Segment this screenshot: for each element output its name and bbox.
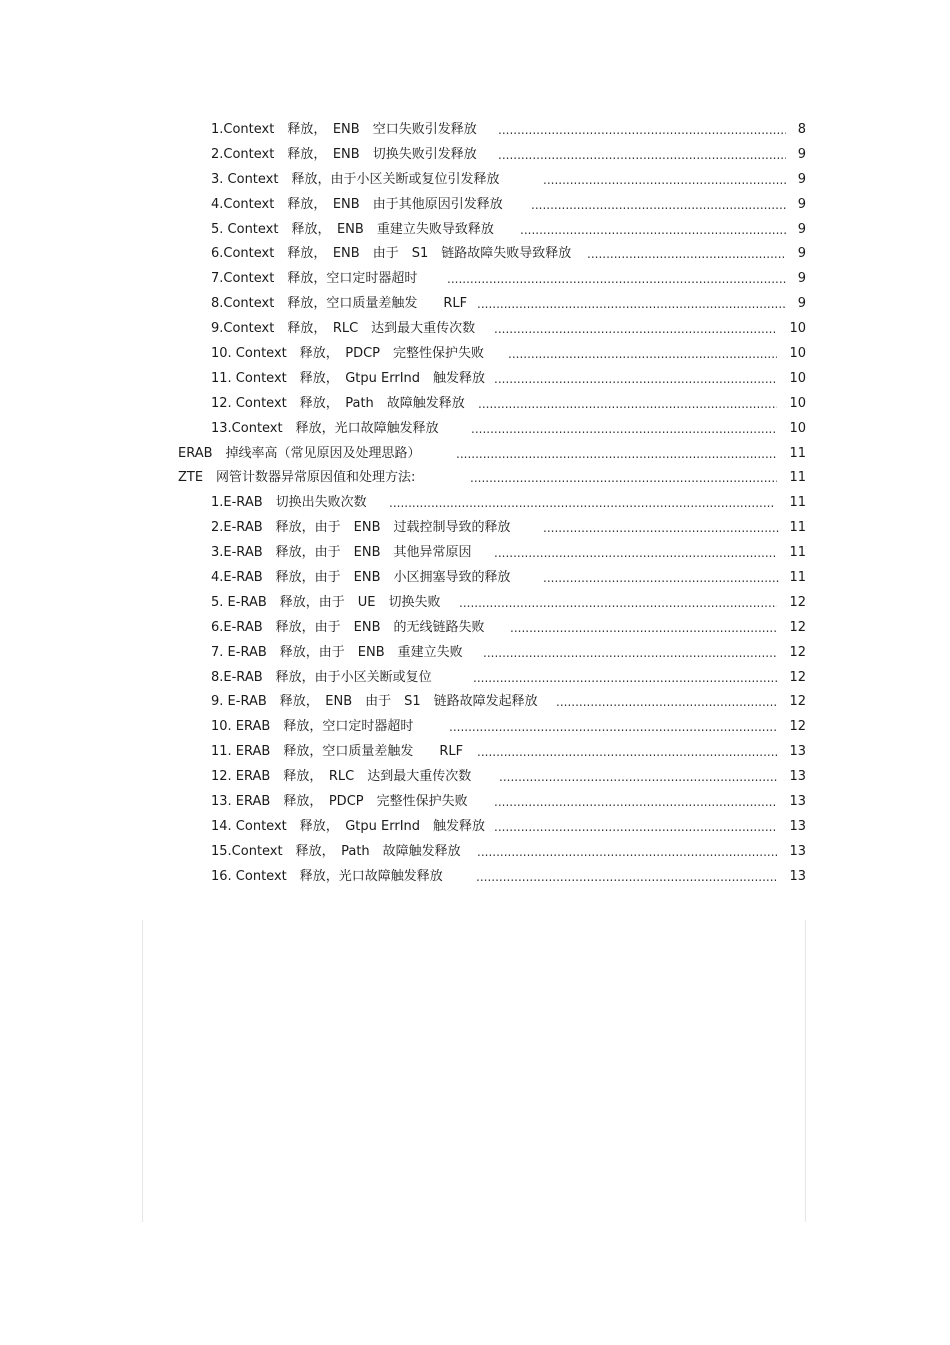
toc-leader-dots xyxy=(449,715,777,740)
toc-entry-title: 11. ERAB 释放，空口质量差触发 RLF xyxy=(211,740,463,765)
toc-entry[interactable] xyxy=(0,317,950,342)
toc-leader-dots xyxy=(543,566,779,591)
toc-entry-title: 6.Context 释放， ENB 由于 S1 链路故障失败导致释放 xyxy=(211,242,571,267)
toc-entry-page: 11 xyxy=(789,520,806,536)
toc-entry[interactable] xyxy=(0,641,950,666)
toc-leader-dots xyxy=(498,143,786,168)
toc-leader-dots xyxy=(499,765,777,790)
toc-entry[interactable] xyxy=(0,392,950,417)
toc-entry[interactable] xyxy=(0,193,950,218)
toc-entry-page: 9 xyxy=(797,171,806,187)
toc-entry[interactable] xyxy=(0,342,950,367)
toc-entry-title: 5. E-RAB 释放，由于 UE 切换失败 xyxy=(211,591,441,616)
toc-entry-title: 12. ERAB 释放， RLC 达到最大重传次数 xyxy=(211,765,471,790)
toc-entry-page: 9 xyxy=(797,246,806,262)
toc-entry[interactable] xyxy=(0,118,950,143)
toc-entry[interactable] xyxy=(0,790,950,815)
toc-entry-page: 12 xyxy=(789,669,806,685)
toc-entry[interactable] xyxy=(0,815,950,840)
toc-entry-title: 6.E-RAB 释放，由于 ENB 的无线链路失败 xyxy=(211,616,484,641)
toc-leader-dots xyxy=(447,267,786,292)
toc-leader-dots xyxy=(508,342,777,367)
toc-entry-page: 12 xyxy=(789,719,806,735)
toc-entry-title: 8.E-RAB 释放，由于小区关断或复位 xyxy=(211,666,432,691)
toc-entry-page: 9 xyxy=(797,196,806,212)
toc-leader-dots xyxy=(494,815,777,840)
toc-leader-dots xyxy=(531,193,786,218)
toc-leader-dots xyxy=(473,666,777,691)
toc-entry-title: 4.Context 释放， ENB 由于其他原因引发释放 xyxy=(211,193,503,218)
toc-leader-dots xyxy=(477,740,777,765)
toc-entry-title: 3. Context 释放，由于小区关断或复位引发释放 xyxy=(211,168,499,193)
toc-entry-title: ZTE 网管计数器异常原因值和处理方法: xyxy=(178,466,415,491)
toc-entry-title: 3.E-RAB 释放，由于 ENB 其他异常原因 xyxy=(211,541,471,566)
toc-entry[interactable] xyxy=(0,143,950,168)
toc-entry[interactable] xyxy=(0,168,950,193)
toc-entry-page: 11 xyxy=(789,495,806,511)
toc-leader-dots xyxy=(543,516,779,541)
toc-entry-page: 13 xyxy=(789,818,806,834)
toc-entry[interactable] xyxy=(0,541,950,566)
toc-entry-page: 9 xyxy=(797,271,806,287)
toc-entry-page: 13 xyxy=(789,868,806,884)
toc-entry-page: 10 xyxy=(789,321,806,337)
toc-leader-dots xyxy=(470,466,777,491)
toc-entry-page: 10 xyxy=(789,370,806,386)
toc-entry-page: 9 xyxy=(797,296,806,312)
toc-entry[interactable] xyxy=(0,466,950,491)
toc-leader-dots xyxy=(494,790,777,815)
toc-entry[interactable] xyxy=(0,566,950,591)
toc-leader-dots xyxy=(494,541,777,566)
toc-entry-title: 13.Context 释放，光口故障触发释放 xyxy=(211,417,439,442)
toc-leader-dots xyxy=(587,242,786,267)
toc-entry[interactable] xyxy=(0,417,950,442)
toc-entry-title: 9.Context 释放， RLC 达到最大重传次数 xyxy=(211,317,475,342)
toc-entry[interactable] xyxy=(0,267,950,292)
toc-leader-dots xyxy=(498,118,786,143)
toc-leader-dots xyxy=(456,442,777,467)
toc-entry-page: 11 xyxy=(789,545,806,561)
toc-entry-page: 11 xyxy=(789,445,806,461)
toc-entry-title: 11. Context 释放， Gtpu ErrInd 触发释放 xyxy=(211,367,485,392)
toc-entry[interactable] xyxy=(0,442,950,467)
toc-entry-title: 15.Context 释放， Path 故障触发释放 xyxy=(211,840,461,865)
toc-entry-title: ERAB 掉线率高（常见原因及处理思路） xyxy=(178,442,421,467)
toc-leader-dots xyxy=(556,690,777,715)
toc-leader-dots xyxy=(520,218,786,243)
toc-entry-page: 9 xyxy=(797,221,806,237)
toc-leader-dots xyxy=(510,616,777,641)
toc-entry-page: 10 xyxy=(789,346,806,362)
toc-entry[interactable] xyxy=(0,690,950,715)
toc-leader-dots xyxy=(483,641,777,666)
toc-leader-dots xyxy=(471,417,777,442)
toc-leader-dots xyxy=(476,865,777,890)
toc-entry-page: 10 xyxy=(789,420,806,436)
toc-entry-title: 8.Context 释放，空口质量差触发 RLF xyxy=(211,292,467,317)
toc-entry-page: 10 xyxy=(789,395,806,411)
toc-leader-dots xyxy=(478,392,777,417)
toc-entry-title: 1.Context 释放， ENB 空口失败引发释放 xyxy=(211,118,477,143)
toc-entry-title: 12. Context 释放， Path 故障触发释放 xyxy=(211,392,465,417)
toc-entry-title: 7.Context 释放，空口定时器超时 xyxy=(211,267,417,292)
toc-entry-title: 7. E-RAB 释放，由于 ENB 重建立失败 xyxy=(211,641,463,666)
toc-entry[interactable] xyxy=(0,491,950,516)
toc-entry-title: 10. Context 释放， PDCP 完整性保护失败 xyxy=(211,342,484,367)
toc-entry-page: 8 xyxy=(797,122,806,137)
toc-entry-page: 11 xyxy=(789,470,806,486)
toc-entry-page: 13 xyxy=(789,744,806,760)
toc-entry-page: 12 xyxy=(789,594,806,610)
toc-leader-dots xyxy=(494,317,777,342)
toc-leader-dots xyxy=(477,840,777,865)
toc-entry-title: 4.E-RAB 释放，由于 ENB 小区拥塞导致的释放 xyxy=(211,566,510,591)
toc-entry-title: 14. Context 释放， Gtpu ErrInd 触发释放 xyxy=(211,815,485,840)
toc-entry-page: 9 xyxy=(797,146,806,162)
toc-entry-title: 1.E-RAB 切换出失败次数 xyxy=(211,491,367,516)
toc-entry-page: 13 xyxy=(789,843,806,859)
toc-leader-dots xyxy=(543,168,786,193)
toc-entry[interactable] xyxy=(0,516,950,541)
toc-entry[interactable] xyxy=(0,740,950,765)
toc-entry[interactable] xyxy=(0,218,950,243)
toc-entry[interactable] xyxy=(0,367,950,392)
toc-entry[interactable] xyxy=(0,765,950,790)
toc-entry-page: 13 xyxy=(789,794,806,810)
toc-leader-dots xyxy=(494,367,777,392)
toc-entry-page: 12 xyxy=(789,644,806,660)
toc-entry-title: 2.Context 释放， ENB 切换失败引发释放 xyxy=(211,143,477,168)
toc-entry[interactable] xyxy=(0,616,950,641)
toc-entry-page: 12 xyxy=(789,694,806,710)
toc-entry[interactable] xyxy=(0,242,950,267)
page-border-left xyxy=(142,920,143,1222)
toc-entry-title: 9. E-RAB 释放， ENB 由于 S1 链路故障发起释放 xyxy=(211,690,538,715)
toc-entry[interactable] xyxy=(0,292,950,317)
toc-entry-page: 11 xyxy=(789,570,806,586)
toc-entry-title: 16. Context 释放，光口故障触发释放 xyxy=(211,865,443,890)
toc-entry-title: 10. ERAB 释放，空口定时器超时 xyxy=(211,715,413,740)
toc-entry[interactable] xyxy=(0,591,950,616)
toc-entry-title: 2.E-RAB 释放，由于 ENB 过载控制导致的释放 xyxy=(211,516,510,541)
toc-entry[interactable] xyxy=(0,666,950,691)
table-of-contents xyxy=(0,118,950,890)
toc-entry[interactable] xyxy=(0,840,950,865)
toc-leader-dots xyxy=(477,292,786,317)
toc-entry-title: 13. ERAB 释放， PDCP 完整性保护失败 xyxy=(211,790,468,815)
toc-entry-page: 12 xyxy=(789,619,806,635)
toc-entry[interactable] xyxy=(0,715,950,740)
toc-entry[interactable] xyxy=(0,865,950,890)
toc-leader-dots xyxy=(389,491,774,516)
page-border-right xyxy=(805,920,806,1222)
toc-leader-dots xyxy=(459,591,777,616)
toc-entry-page: 13 xyxy=(789,769,806,785)
toc-entry-title: 5. Context 释放， ENB 重建立失败导致释放 xyxy=(211,218,494,243)
